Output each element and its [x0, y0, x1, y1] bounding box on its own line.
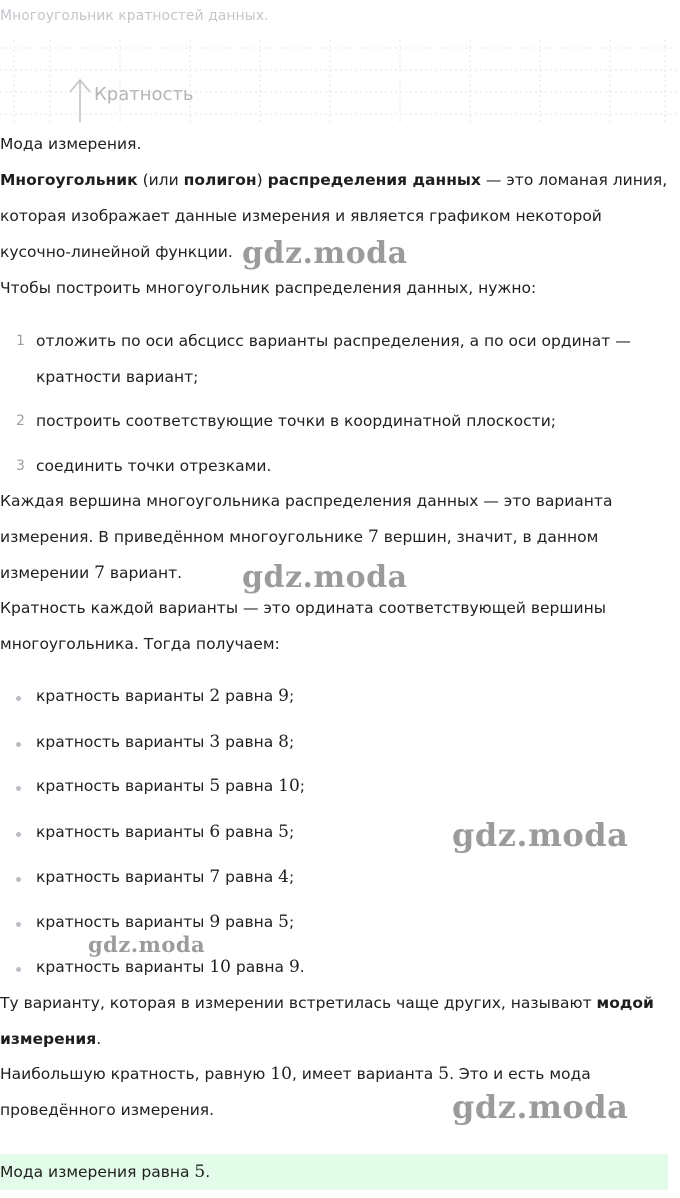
bullet-dot: [16, 922, 21, 927]
definition-line-3: кусочно-линейной функции.: [0, 243, 233, 261]
step-item: отложить по оси абсцисс варианты распределения, а по оси ординат —: [36, 332, 631, 350]
list-item: [36, 776, 305, 796]
list-item: [36, 822, 294, 842]
watermark: gdz.moda: [88, 932, 206, 957]
frequency-value: 9: [278, 686, 289, 706]
vertices-line-1: Каждая вершина многоугольника распределения данных — это варианта: [0, 492, 613, 510]
text: ;: [288, 913, 295, 931]
variant-value: 2: [209, 686, 221, 706]
text: ;: [288, 868, 295, 886]
text: кратность варианты: [36, 823, 205, 841]
term-measurement: измерения: [0, 1030, 97, 1048]
step-number: 1: [16, 333, 25, 349]
text: ;: [288, 733, 295, 751]
list-item: [36, 867, 294, 887]
term-polygon-alt: полигон: [183, 171, 257, 189]
term-distribution: распределения данных: [267, 171, 481, 189]
text: вариант.: [109, 564, 183, 582]
figure-caption: Многоугольник кратностей данных.: [0, 8, 269, 24]
max-line-1: [0, 1064, 591, 1084]
bullet-dot: [16, 967, 21, 972]
text: равна: [225, 913, 274, 931]
answer-text: [0, 1162, 210, 1182]
variant-value: 7: [209, 867, 221, 887]
text: кратность варианты: [36, 913, 205, 931]
text: равна: [225, 687, 274, 705]
frequency-value: 9: [288, 957, 300, 977]
step-number: 3: [16, 458, 25, 474]
watermark: gdz.moda: [242, 236, 408, 271]
text: Наибольшую кратность, равную: [0, 1065, 266, 1083]
text: .: [299, 958, 305, 976]
y-axis-arrow: [70, 80, 90, 122]
text: измерении: [0, 564, 90, 582]
frequency-value: 5: [278, 822, 289, 842]
frequency-value: 8: [278, 732, 289, 752]
chart-fragment: [0, 40, 680, 122]
y-axis-label: Кратность: [94, 84, 194, 105]
text: .: [96, 1030, 102, 1048]
frequency-value: 5: [278, 912, 289, 932]
text: кратность варианты: [36, 733, 205, 751]
definition-line-2: которая изображает данные измерения и является графиком некоторой: [0, 207, 602, 225]
text: ;: [288, 823, 295, 841]
list-item: [36, 686, 294, 706]
text: Мода измерения равна: [0, 1163, 190, 1181]
mode-def-line-2: [0, 1029, 101, 1049]
multiplicity-line-2: многоугольника. Тогда получаем:: [0, 635, 280, 653]
text: измерения. В приведённом многоугольнике: [0, 528, 364, 546]
mode-def-line-1: [0, 993, 654, 1013]
text: кратность варианты: [36, 868, 205, 886]
text: ): [256, 171, 263, 189]
bullet-dot: [16, 696, 21, 701]
answer-value: 5: [194, 1162, 206, 1182]
text: . Это и есть мода: [449, 1065, 591, 1083]
text: ;: [288, 687, 295, 705]
text: (или: [142, 171, 179, 189]
list-item: [36, 912, 294, 932]
vertex-count: 7: [368, 527, 379, 547]
text: Ту варианту, которая в измерении встретилась чаще других, называют: [0, 994, 592, 1012]
text: кратность варианты: [36, 777, 205, 795]
chart-grid: [0, 40, 680, 122]
text: равна: [235, 958, 285, 976]
step-item: построить соответствующие точки в координатной плоскости;: [36, 412, 556, 430]
text: , имеет варианта: [291, 1065, 434, 1083]
steps-intro: Чтобы построить многоугольник распределения данных, нужно:: [0, 279, 537, 297]
term-mode: модой: [596, 994, 654, 1012]
watermark: gdz.moda: [452, 1088, 629, 1126]
vertices-line-2: [0, 527, 598, 547]
text: равна: [225, 868, 274, 886]
text: кратность варианты: [36, 687, 205, 705]
variant-value: 9: [209, 912, 221, 932]
vertex-count: 7: [94, 563, 105, 583]
text: равна: [225, 777, 274, 795]
step-number: 2: [16, 413, 25, 429]
vertices-line-3: [0, 563, 182, 583]
definition-line-1: [0, 170, 667, 190]
step-item: соединить точки отрезками.: [36, 457, 272, 475]
text: равна: [225, 823, 274, 841]
frequency-value: 4: [278, 867, 289, 887]
text: ;: [299, 777, 306, 795]
section-heading: Мода измерения.: [0, 135, 142, 153]
list-item: [36, 957, 305, 977]
text: равна: [225, 733, 274, 751]
step-item-cont: кратности вариант;: [36, 368, 199, 386]
text: .: [205, 1163, 211, 1181]
watermark: gdz.moda: [242, 560, 408, 595]
max-frequency: 10: [270, 1064, 292, 1084]
mode-variant: 5: [438, 1064, 450, 1084]
variant-value: 5: [209, 776, 221, 796]
multiplicity-line-1: Кратность каждой варианты — это ордината соответствующей вершины: [0, 599, 606, 617]
term-polygon: Многоугольник: [0, 171, 138, 189]
watermark: gdz.moda: [452, 816, 629, 854]
text: кратность варианты: [36, 958, 205, 976]
bullet-dot: [16, 786, 21, 791]
bullet-dot: [16, 877, 21, 882]
bullet-dot: [16, 742, 21, 747]
variant-value: 10: [209, 957, 231, 977]
text: вершин, значит, в данном: [383, 528, 599, 546]
bullet-dot: [16, 832, 21, 837]
variant-value: 6: [209, 822, 221, 842]
variant-value: 3: [209, 732, 221, 752]
list-item: [36, 732, 294, 752]
frequency-value: 10: [278, 776, 300, 796]
max-line-2: проведённого измерения.: [0, 1101, 215, 1119]
text: — это ломаная линия,: [485, 171, 668, 189]
